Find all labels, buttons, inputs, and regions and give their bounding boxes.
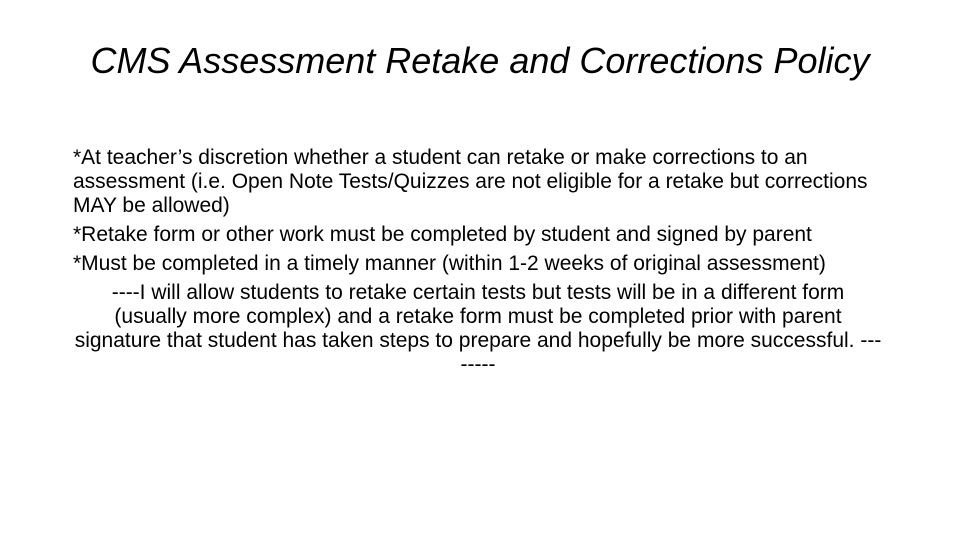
teacher-note: ----I will allow students to retake certain tests but tests will be in a different form (usually more complex) and a retake form must be completed prior with parent signature that student has taken steps to prepare and hopefully be more successful. -------- xyxy=(74,281,882,376)
bullet-timely-manner: *Must be completed in a timely manner (within 1-2 weeks of original assessment) xyxy=(73,252,826,275)
slide-body xyxy=(73,146,893,377)
slide-title: CMS Assessment Retake and Corrections Policy xyxy=(90,40,870,81)
bullet-retake-form: *Retake form or other work must be completed by student and signed by parent xyxy=(73,223,812,246)
bullet-teacher-discretion: *At teacher’s discretion whether a student can retake or make corrections to an assessment (i.e. Open Note Tests/Quizzes are not eligible for a retake but corrections MAY be allowed) xyxy=(73,146,868,217)
